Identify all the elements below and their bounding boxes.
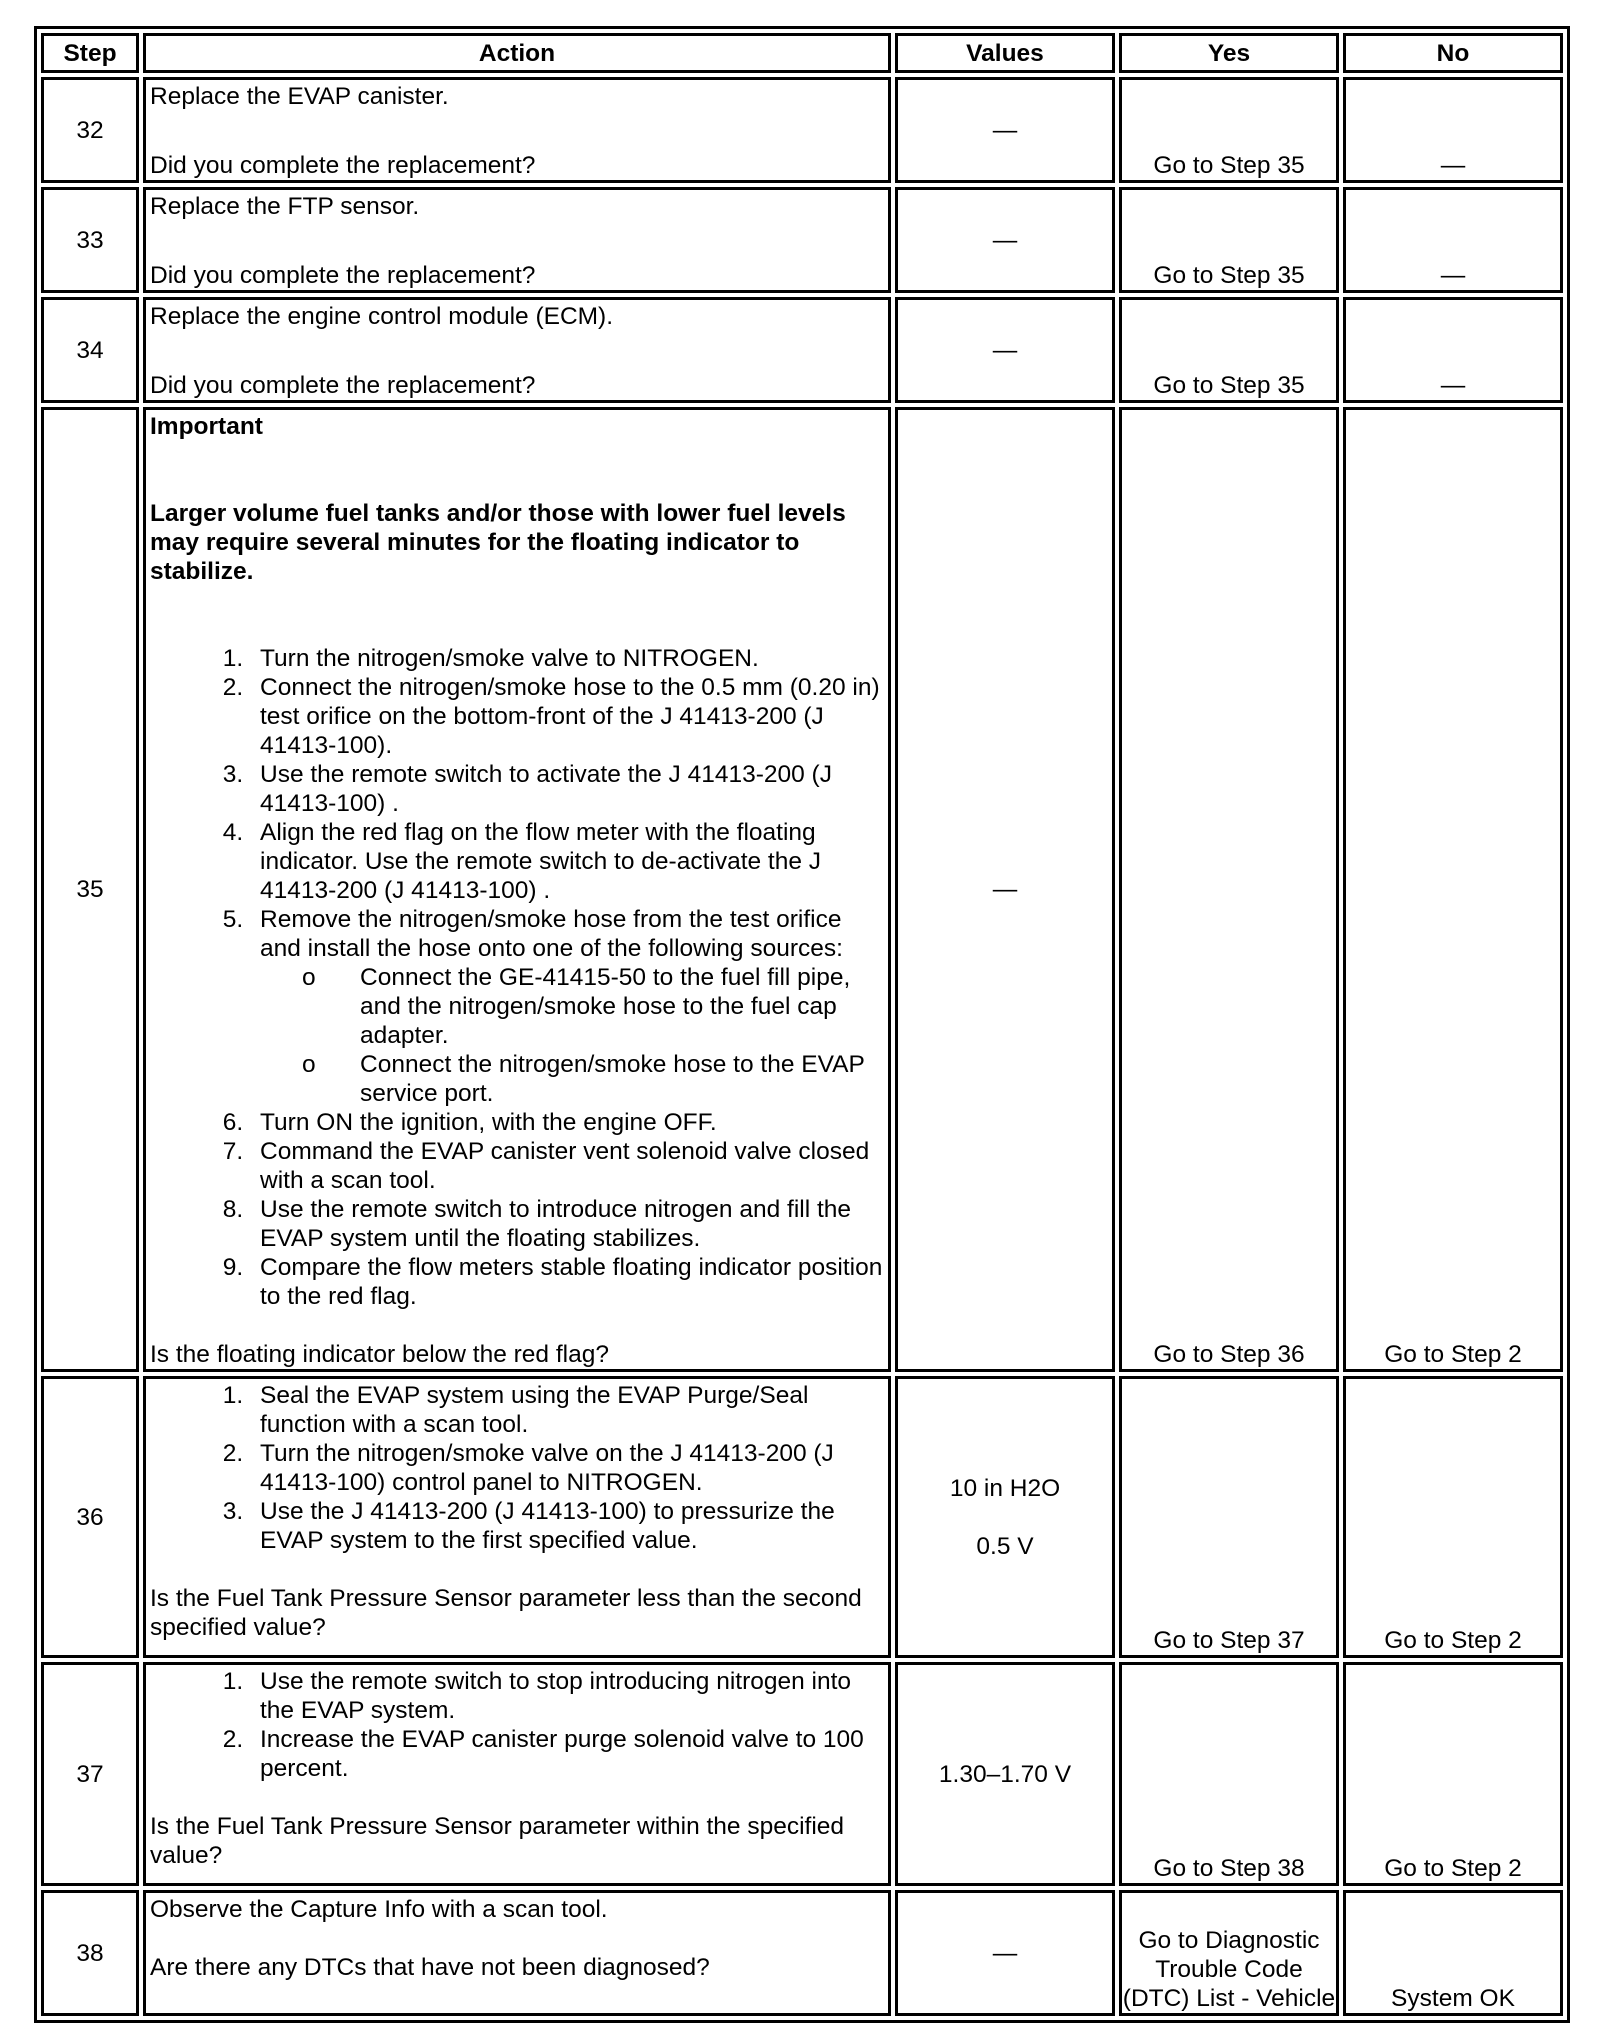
step-number: 36 [41, 1376, 139, 1658]
action-text: Observe the Capture Info with a scan tool. [150, 1896, 608, 1923]
action-question: Is the Fuel Tank Pressure Sensor parameter within the specified value? [150, 1813, 845, 1869]
action-cell [143, 1890, 891, 2016]
yes-cell: Go to Diagnostic Trouble Code (DTC) List - Vehicle [1119, 1890, 1339, 2016]
yes-cell: Go to Step 37 [1119, 1376, 1339, 1658]
table-row-step-34 [41, 297, 1563, 403]
list-item: 9. Compare the flow meters stable floating indicator position to the red flag. [250, 1253, 884, 1311]
action-text: Replace the FTP sensor. [150, 193, 420, 220]
no-cell: System OK [1343, 1890, 1563, 2016]
header-step: Step [41, 33, 139, 73]
header-row [41, 33, 1563, 73]
procedure-list [150, 1667, 884, 1783]
no-cell: — [1343, 297, 1563, 403]
step-number: 35 [41, 407, 139, 1372]
no-cell: Go to Step 2 [1343, 407, 1563, 1372]
header-no: No [1343, 33, 1563, 73]
no-cell: Go to Step 2 [1343, 1376, 1563, 1658]
action-cell [143, 297, 891, 403]
action-question: Is the floating indicator below the red flag? [150, 1341, 609, 1368]
no-cell: — [1343, 77, 1563, 183]
table-row-step-32 [41, 77, 1563, 183]
value-2: 0.5 V [976, 1532, 1034, 1560]
action-text: Replace the engine control module (ECM). [150, 303, 614, 330]
list-item: 3. Use the remote switch to activate the J 41413-200 (J 41413-100) . [250, 760, 884, 818]
action-question: Did you complete the replacement? [150, 152, 536, 179]
sub-list-item: o Connect the nitrogen/smoke hose to the EVAP service port. [302, 1051, 865, 1107]
list-item: 8. Use the remote switch to introduce nitrogen and fill the EVAP system until the floating stabilizes. [250, 1195, 884, 1253]
action-cell [143, 1376, 891, 1658]
action-cell [143, 407, 891, 1372]
value-1: 10 in H2O [949, 1474, 1061, 1502]
yes-cell: Go to Step 36 [1119, 407, 1339, 1372]
yes-cell: Go to Step 35 [1119, 187, 1339, 293]
bullet-marker: o [302, 1051, 316, 1078]
table-row-step-37 [41, 1662, 1563, 1886]
yes-cell: Go to Step 38 [1119, 1662, 1339, 1886]
action-cell [143, 77, 891, 183]
important-text: Larger volume fuel tanks and/or those with lower fuel levels may require several minutes for the floating indicator to stabilize. [150, 500, 846, 585]
value-cell: 1.30–1.70 V [895, 1662, 1115, 1886]
action-question: Did you complete the replacement? [150, 262, 536, 289]
no-cell: — [1343, 187, 1563, 293]
list-item: 1. Use the remote switch to stop introducing nitrogen into the EVAP system. [250, 1667, 884, 1725]
value-cell: — [895, 1890, 1115, 2016]
list-item: 1. Turn the nitrogen/smoke valve to NITROGEN. [250, 644, 884, 673]
table-row-step-36 [41, 1376, 1563, 1658]
table-row-step-35 [41, 407, 1563, 1372]
action-question: Are there any DTCs that have not been diagnosed? [150, 1954, 710, 1981]
no-cell: Go to Step 2 [1343, 1662, 1563, 1886]
header-yes: Yes [1119, 33, 1339, 73]
value-cell [895, 1376, 1115, 1658]
list-item [250, 905, 884, 1108]
sub-list [260, 963, 884, 1108]
step-number: 33 [41, 187, 139, 293]
list-item: 1. Seal the EVAP system using the EVAP Purge/Seal function with a scan tool. [250, 1381, 884, 1439]
list-item: 4. Align the red flag on the flow meter with the floating indicator. Use the remote switch to de-activate the J 41413-200 (J 41413-100) . [250, 818, 884, 905]
value-cell: — [895, 187, 1115, 293]
action-question: Is the Fuel Tank Pressure Sensor parameter less than the second specified value? [150, 1585, 862, 1641]
step-number: 38 [41, 1890, 139, 2016]
step-number: 34 [41, 297, 139, 403]
step-number: 37 [41, 1662, 139, 1886]
diagnostic-table [34, 26, 1570, 2023]
action-question: Did you complete the replacement? [150, 372, 536, 399]
procedure-list [150, 644, 884, 1311]
table-row-step-33 [41, 187, 1563, 293]
table-row-step-38 [41, 1890, 1563, 2016]
list-item: 2. Increase the EVAP canister purge solenoid valve to 100 percent. [250, 1725, 884, 1783]
list-item-text: Remove the nitrogen/smoke hose from the test orifice and install the hose onto one of the following sources: [260, 906, 843, 962]
value-cell: — [895, 77, 1115, 183]
list-item: 6. Turn ON the ignition, with the engine OFF. [250, 1108, 884, 1137]
bullet-marker: o [302, 964, 316, 991]
value-cell: — [895, 297, 1115, 403]
action-cell [143, 1662, 891, 1886]
action-text: Replace the EVAP canister. [150, 83, 449, 110]
value-cell: — [895, 407, 1115, 1372]
header-action: Action [143, 33, 891, 73]
procedure-list [150, 1381, 884, 1555]
list-item: 7. Command the EVAP canister vent solenoid valve closed with a scan tool. [250, 1137, 884, 1195]
yes-cell: Go to Step 35 [1119, 297, 1339, 403]
header-values: Values [895, 33, 1115, 73]
yes-cell: Go to Step 35 [1119, 77, 1339, 183]
important-title: Important [150, 413, 263, 440]
list-item: 2. Turn the nitrogen/smoke valve on the J 41413-200 (J 41413-100) control panel to NITROGEN. [250, 1439, 884, 1497]
sub-list-item: o Connect the GE-41415-50 to the fuel fill pipe, and the nitrogen/smoke hose to the fuel cap adapter. [302, 964, 851, 1049]
step-number: 32 [41, 77, 139, 183]
action-cell [143, 187, 891, 293]
list-item: 2. Connect the nitrogen/smoke hose to the 0.5 mm (0.20 in) test orifice on the bottom-front of the J 41413-200 (J 41413-100). [250, 673, 884, 760]
list-item: 3. Use the J 41413-200 (J 41413-100) to pressurize the EVAP system to the first specified value. [250, 1497, 884, 1555]
